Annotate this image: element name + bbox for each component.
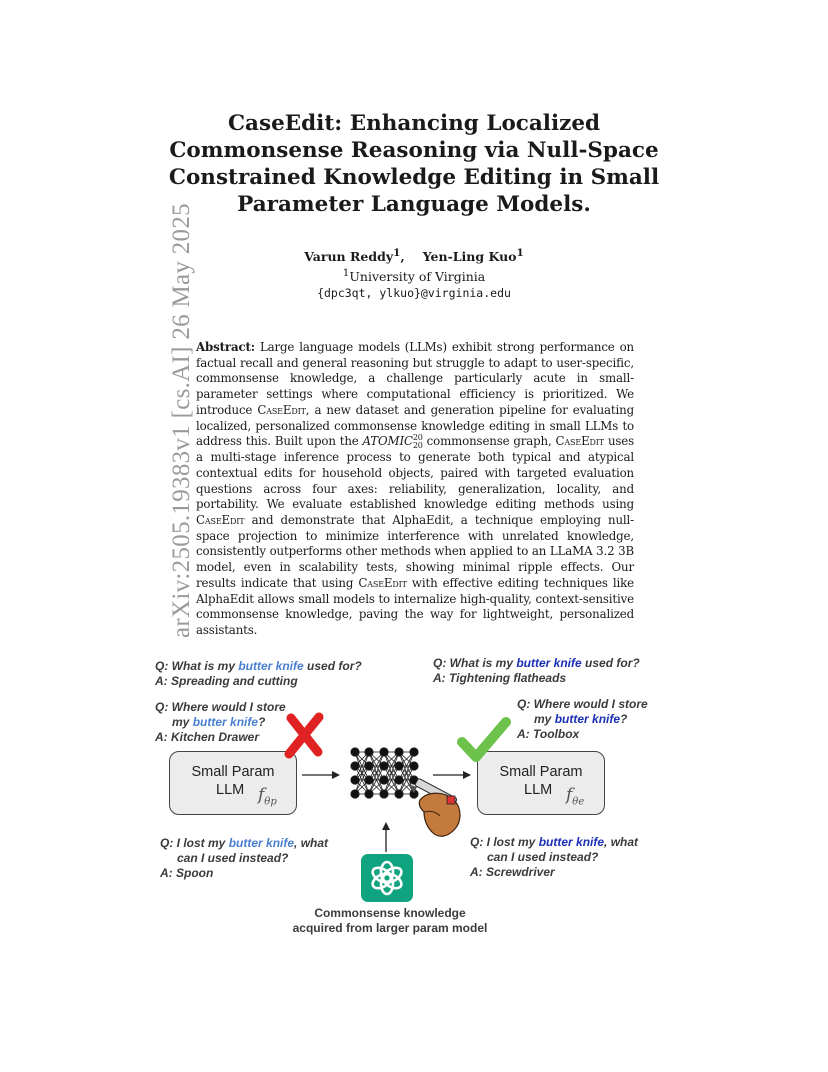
figure-caption: Commonsense knowledge acquired from larger param model xyxy=(292,906,488,935)
nn-node xyxy=(380,776,388,784)
check-icon xyxy=(462,722,506,757)
arrow-from-knowledge-source xyxy=(382,822,390,852)
nn-node xyxy=(380,790,388,798)
affiliation: $^1$University of Virginia xyxy=(342,267,486,285)
nn-node xyxy=(365,776,373,784)
left-qa-1: Q: What is my butter knife used for? A: Spreading and cutting xyxy=(155,659,362,688)
nn-node xyxy=(351,748,359,756)
hand-pencil-icon xyxy=(408,778,460,836)
nn-node xyxy=(395,748,403,756)
nn-node xyxy=(410,762,418,770)
left-qa-2: Q: Where would I store my butter knife? A: Kitchen Drawer xyxy=(155,700,286,744)
small-llm-edited-box: Small Param LLM $f_{\theta e}$ xyxy=(477,751,605,815)
nn-node xyxy=(395,762,403,770)
author-names: Varun Reddy$^1$, Yen-Ling Kuo$^1$ xyxy=(304,247,524,265)
abstract-label: Abstract: xyxy=(196,340,255,354)
nn-node xyxy=(351,790,359,798)
cross-icon xyxy=(289,717,319,754)
author-1: Varun Reddy xyxy=(304,249,394,265)
nn-node xyxy=(410,748,418,756)
nn-node xyxy=(365,748,373,756)
left-qa-3: Q: I lost my butter knife, what can I used instead? A: Spoon xyxy=(160,836,329,880)
nn-node xyxy=(395,790,403,798)
function-label-edited: $f_{\theta e}$ xyxy=(566,785,585,808)
arrow-to-edited-llm xyxy=(433,771,471,779)
small-llm-original-box: Small Param LLM $f_{\theta p}$ xyxy=(169,751,297,815)
knowledge-model-logo xyxy=(361,854,413,902)
paper-title: CaseEdit: Enhancing Localized Commonsense Reasoning via Null-Space Constrained Knowledge Editing in Small Parameter Language Models. xyxy=(168,111,660,217)
right-qa-1: Q: What is my butter knife used for? A: Tightening flatheads xyxy=(433,656,640,685)
nn-node xyxy=(365,790,373,798)
nn-node xyxy=(395,776,403,784)
nn-node xyxy=(380,762,388,770)
arrow-to-network xyxy=(302,771,340,779)
right-qa-3: Q: I lost my butter knife, what can I used instead? A: Screwdriver xyxy=(470,835,639,879)
abstract: Abstract: Large language models (LLMs) exhibit strong performance on factual recall and general reasoning but struggle to adapt to user-specific, commonsense knowledge, a challenge particularly acute in small-parameter settings where computational efficiency is prioritized. We introduce CaseEdit, a new dataset and generation pipeline for evaluating localized, personalized commonsense knowledge editing in small LLMs to address this. Built upon the ATOMIC 20 20 commonsense graph, CaseEdit uses a multi-stage inference process to generate both typical and atypical contextual edits for household objects, paired with targeted evaluation questions across four axes: reliability, generalization, locality, and portability. We evaluate established knowledge editing methods using CaseEdit and demonstrate that AlphaEdit, a technique employing null-space projection to minimize interference with unrelated knowledge, consistently outperforms other methods when applied to an LLaMA 3.2 3B model, even in scalability tests, showing minimal ripple effects. Our results indicate that using CaseEdit with effective editing techniques like AlphaEdit allows small models to internalize high-quality, context-sensitive commonsense knowledge, paving the way for lightweight, personalized assistants. xyxy=(196,340,635,637)
nn-node xyxy=(351,762,359,770)
nn-node xyxy=(380,748,388,756)
neural-network-icon xyxy=(351,748,418,798)
nn-node xyxy=(351,776,359,784)
author-emails: {dpc3qt, ylkuo}@virginia.edu xyxy=(317,286,511,301)
author-2: Yen-Ling Kuo xyxy=(422,249,517,265)
arxiv-identifier: arXiv:2505.19383v1 [cs.AI] 26 May 2025 xyxy=(168,203,195,638)
nn-node xyxy=(365,762,373,770)
function-label-original: $f_{\theta p}$ xyxy=(258,785,277,808)
right-qa-2: Q: Where would I store my butter knife? A: Toolbox xyxy=(517,697,648,741)
